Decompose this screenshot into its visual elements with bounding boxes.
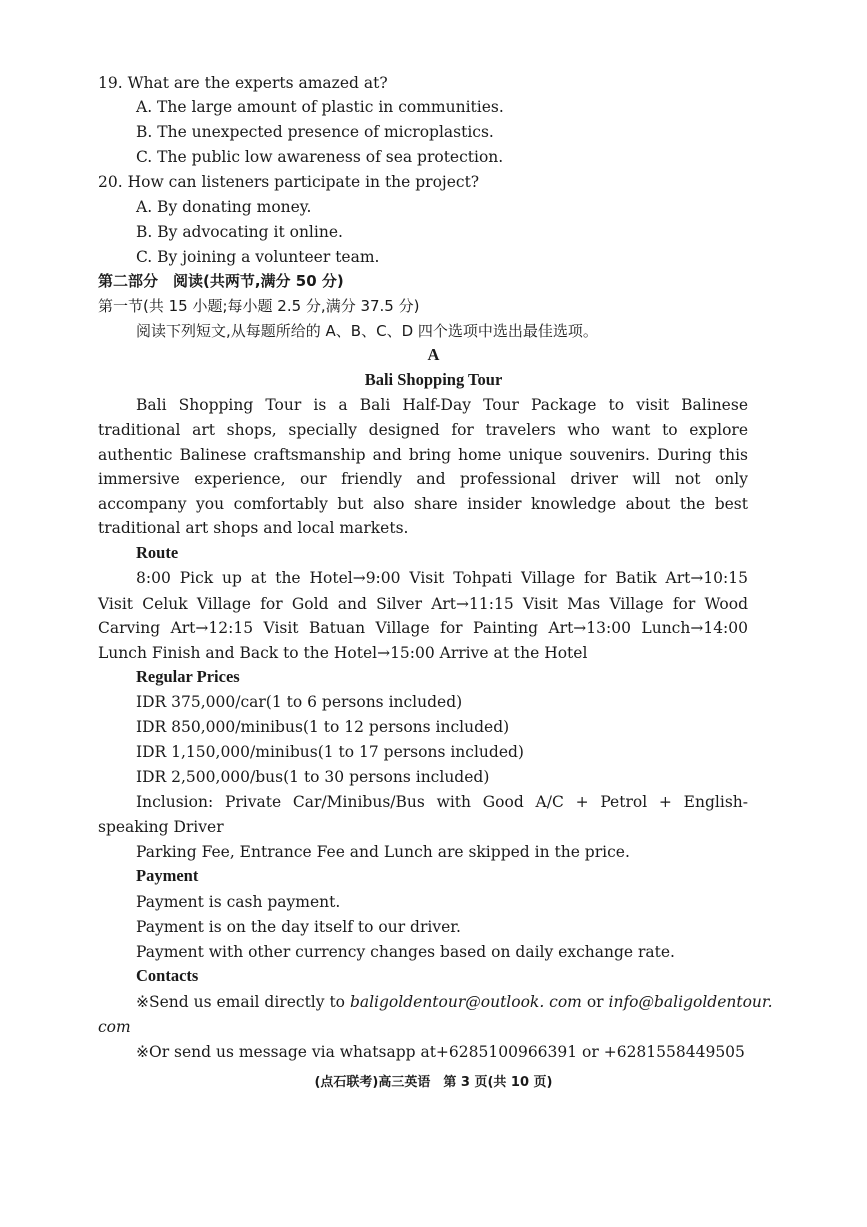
route-line: 8:00 Pick up at the Hotel→9:00 Visit Tohpati Village for Batik Art→10:15 <box>136 569 748 587</box>
option-c: C. By joining a volunteer team. <box>136 248 380 266</box>
price-item: IDR 375,000/car(1 to 6 persons included) <box>136 693 463 711</box>
intro-line: Bali Shopping Tour is a Bali Half-Day Tour Package to visit Balinese <box>136 396 748 414</box>
question-stem: How can listeners participate in the project? <box>127 173 480 191</box>
route-heading: Route <box>136 543 179 562</box>
question-stem: What are the experts amazed at? <box>127 74 388 92</box>
option-b: B. By advocating it online. <box>136 223 343 241</box>
intro-line: traditional art shops, specially designed for travelers who want to explore <box>98 421 748 439</box>
option-b: B. The unexpected presence of microplastics. <box>136 123 494 141</box>
route-line: Visit Celuk Village for Gold and Silver Art→11:15 Visit Mas Village for Wood <box>98 595 748 613</box>
email-line <box>136 992 773 1012</box>
whatsapp-line: ※Or send us message via whatsapp at+6285100966391 or +6281558449505 <box>136 1043 745 1061</box>
excluded-note: Parking Fee, Entrance Fee and Lunch are skipped in the price. <box>136 843 630 861</box>
price-item: IDR 2,500,000/bus(1 to 30 persons included) <box>136 768 490 786</box>
question-19 <box>98 73 388 93</box>
intro-line: immersive experience, our friendly and professional driver will not only <box>98 470 748 488</box>
contacts-heading: Contacts <box>136 966 199 985</box>
part-heading: 第二部分 阅读(共两节,满分 50 分) <box>98 272 344 290</box>
option-a: A. The large amount of plastic in communities. <box>136 98 504 116</box>
question-20 <box>98 172 479 192</box>
payment-line: Payment is cash payment. <box>136 893 341 911</box>
passage-letter: A <box>427 345 440 364</box>
sub-heading: 第一节(共 15 小题;每小题 2.5 分,满分 37.5 分) <box>98 297 420 315</box>
intro-line: authentic Balinese craftsmanship and bring home unique souvenirs. During this <box>98 446 748 464</box>
payment-heading: Payment <box>136 866 199 885</box>
price-item: IDR 1,150,000/minibus(1 to 17 persons included) <box>136 743 524 761</box>
email-tail: com <box>98 1018 131 1036</box>
price-item: IDR 850,000/minibus(1 to 12 persons included) <box>136 718 510 736</box>
email-or: or <box>581 993 609 1011</box>
payment-line: Payment is on the day itself to our driver. <box>136 918 461 936</box>
question-number: 20. <box>98 173 123 191</box>
prices-heading: Regular Prices <box>136 667 240 686</box>
question-number: 19. <box>98 74 123 92</box>
instruction: 阅读下列短文,从每题所给的 A、B、C、D 四个选项中选出最佳选项。 <box>136 322 598 340</box>
email-address: info@baligoldentour. <box>608 993 773 1011</box>
route-line: Lunch Finish and Back to the Hotel→15:00 Arrive at the Hotel <box>98 644 588 662</box>
email-address: baligoldentour@outlook. com <box>349 993 582 1011</box>
email-prefix: ※Send us email directly to <box>136 993 350 1011</box>
inclusion-line: Inclusion: Private Car/Minibus/Bus with Good A/C + Petrol + English- <box>136 793 748 811</box>
intro-line: traditional art shops and local markets. <box>98 519 409 537</box>
option-c: C. The public low awareness of sea protection. <box>136 148 504 166</box>
page-footer: (点石联考)高三英语 第 3 页(共 10 页) <box>314 1075 553 1090</box>
option-a: A. By donating money. <box>136 198 312 216</box>
intro-line: accompany you comfortably but also share insider knowledge about the best <box>98 495 748 513</box>
inclusion-line: speaking Driver <box>98 818 224 836</box>
passage-title: Bali Shopping Tour <box>364 370 503 389</box>
route-line: Carving Art→12:15 Visit Batuan Village for Painting Art→13:00 Lunch→14:00 <box>98 619 748 637</box>
payment-line: Payment with other currency changes based on daily exchange rate. <box>136 943 675 961</box>
